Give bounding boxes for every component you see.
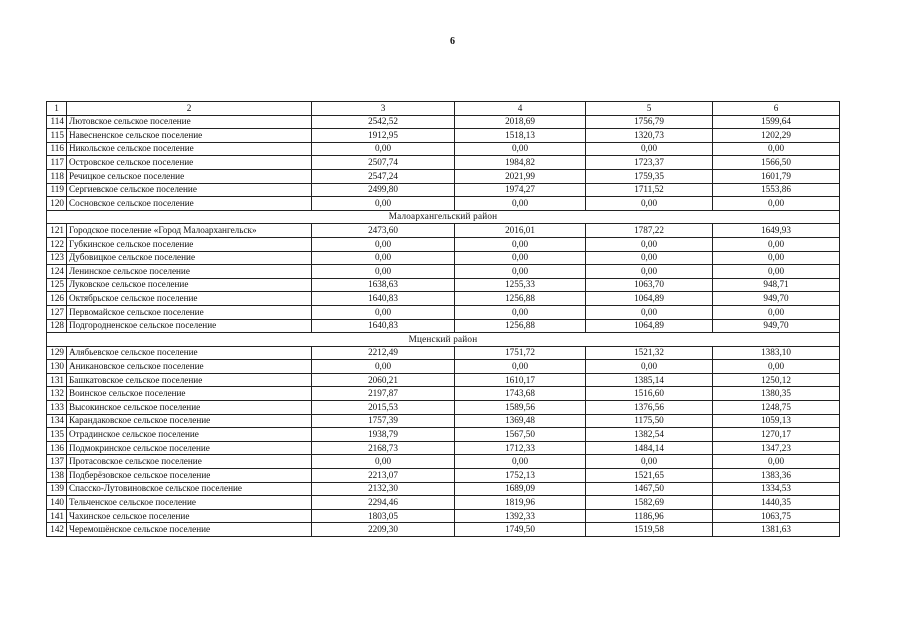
value-col6: 0,00 bbox=[713, 142, 840, 156]
table-row bbox=[47, 360, 840, 374]
value-col6: 1553,86 bbox=[713, 183, 840, 197]
value-col3: 0,00 bbox=[312, 305, 455, 319]
column-header: 5 bbox=[586, 102, 713, 116]
value-col6: 1059,13 bbox=[713, 414, 840, 428]
value-col3: 1640,83 bbox=[312, 319, 455, 333]
row-number: 126 bbox=[47, 292, 67, 306]
value-col6: 0,00 bbox=[713, 455, 840, 469]
value-col3: 2209,30 bbox=[312, 523, 455, 537]
value-col4: 0,00 bbox=[455, 360, 586, 374]
value-col3: 1757,39 bbox=[312, 414, 455, 428]
settlement-name: Сосновское сельское поселение bbox=[67, 197, 312, 211]
column-header: 4 bbox=[455, 102, 586, 116]
table-row bbox=[47, 292, 840, 306]
value-col3: 2060,21 bbox=[312, 373, 455, 387]
value-col3: 1803,05 bbox=[312, 509, 455, 523]
settlement-name: Протасовское сельское поселение bbox=[67, 455, 312, 469]
value-col6: 1599,64 bbox=[713, 115, 840, 129]
value-col3: 2212,49 bbox=[312, 346, 455, 360]
value-col4: 1712,33 bbox=[455, 441, 586, 455]
settlement-name: Аникановское сельское поселение bbox=[67, 360, 312, 374]
value-col4: 1392,33 bbox=[455, 509, 586, 523]
table-row bbox=[47, 428, 840, 442]
value-col4: 0,00 bbox=[455, 142, 586, 156]
value-col6: 1250,12 bbox=[713, 373, 840, 387]
value-col5: 1516,60 bbox=[586, 387, 713, 401]
value-col6: 0,00 bbox=[713, 265, 840, 279]
row-number: 139 bbox=[47, 482, 67, 496]
value-col4: 1369,48 bbox=[455, 414, 586, 428]
row-number: 114 bbox=[47, 115, 67, 129]
value-col4: 1984,82 bbox=[455, 156, 586, 170]
row-number: 131 bbox=[47, 373, 67, 387]
value-col3: 2294,46 bbox=[312, 496, 455, 510]
value-col3: 2542,52 bbox=[312, 115, 455, 129]
settlement-name: Отрадинское сельское поселение bbox=[67, 428, 312, 442]
value-col3: 2473,60 bbox=[312, 224, 455, 238]
row-number: 120 bbox=[47, 197, 67, 211]
value-col5: 1385,14 bbox=[586, 373, 713, 387]
row-number: 123 bbox=[47, 251, 67, 265]
value-col5: 1382,54 bbox=[586, 428, 713, 442]
value-col5: 1723,37 bbox=[586, 156, 713, 170]
row-number: 133 bbox=[47, 401, 67, 415]
value-col4: 1751,72 bbox=[455, 346, 586, 360]
value-col5: 1519,58 bbox=[586, 523, 713, 537]
table-row bbox=[47, 496, 840, 510]
settlement-name: Октябрьское сельское поселение bbox=[67, 292, 312, 306]
value-col3: 2213,07 bbox=[312, 469, 455, 483]
value-col6: 1383,36 bbox=[713, 469, 840, 483]
value-col3: 0,00 bbox=[312, 455, 455, 469]
column-header: 6 bbox=[713, 102, 840, 116]
table-row bbox=[47, 129, 840, 143]
value-col6: 0,00 bbox=[713, 251, 840, 265]
settlement-name: Подгородненское сельское поселение bbox=[67, 319, 312, 333]
row-number: 117 bbox=[47, 156, 67, 170]
value-col6: 0,00 bbox=[713, 360, 840, 374]
value-col3: 1938,79 bbox=[312, 428, 455, 442]
value-col6: 1381,63 bbox=[713, 523, 840, 537]
value-col5: 0,00 bbox=[586, 197, 713, 211]
value-col4: 1518,13 bbox=[455, 129, 586, 143]
table-row bbox=[47, 523, 840, 537]
table-row bbox=[47, 237, 840, 251]
value-col5: 1521,32 bbox=[586, 346, 713, 360]
row-number: 125 bbox=[47, 278, 67, 292]
settlement-name: Дубовицкое сельское поселение bbox=[67, 251, 312, 265]
value-col6: 949,70 bbox=[713, 319, 840, 333]
table-row bbox=[47, 346, 840, 360]
value-col4: 0,00 bbox=[455, 197, 586, 211]
table-row bbox=[47, 455, 840, 469]
value-col6: 1270,17 bbox=[713, 428, 840, 442]
value-col4: 0,00 bbox=[455, 237, 586, 251]
value-col4: 1974,27 bbox=[455, 183, 586, 197]
row-number: 142 bbox=[47, 523, 67, 537]
value-col4: 1610,17 bbox=[455, 373, 586, 387]
table-row bbox=[47, 414, 840, 428]
value-col5: 0,00 bbox=[586, 142, 713, 156]
settlement-name: Островское сельское поселение bbox=[67, 156, 312, 170]
settlement-name: Навесненское сельское поселение bbox=[67, 129, 312, 143]
column-number-row bbox=[47, 102, 840, 116]
settlement-name: Алябьевское сельское поселение bbox=[67, 346, 312, 360]
table-row bbox=[47, 482, 840, 496]
table-row bbox=[47, 305, 840, 319]
value-col3: 0,00 bbox=[312, 197, 455, 211]
settlement-name: Высокинское сельское поселение bbox=[67, 401, 312, 415]
row-number: 118 bbox=[47, 169, 67, 183]
settlement-name: Башкатовское сельское поселение bbox=[67, 373, 312, 387]
value-col5: 1376,56 bbox=[586, 401, 713, 415]
table-row bbox=[47, 197, 840, 211]
settlement-name: Черемошёнское сельское поселение bbox=[67, 523, 312, 537]
column-header: 2 bbox=[67, 102, 312, 116]
settlement-name: Лютовское сельское поселение bbox=[67, 115, 312, 129]
row-number: 130 bbox=[47, 360, 67, 374]
value-col6: 948,71 bbox=[713, 278, 840, 292]
table-row bbox=[47, 142, 840, 156]
value-col4: 1743,68 bbox=[455, 387, 586, 401]
value-col5: 0,00 bbox=[586, 237, 713, 251]
settlement-name: Губкинское сельское поселение bbox=[67, 237, 312, 251]
settlement-name: Тельченское сельское поселение bbox=[67, 496, 312, 510]
row-number: 122 bbox=[47, 237, 67, 251]
row-number: 119 bbox=[47, 183, 67, 197]
value-col6: 949,70 bbox=[713, 292, 840, 306]
value-col6: 1248,75 bbox=[713, 401, 840, 415]
row-number: 127 bbox=[47, 305, 67, 319]
settlement-name: Спасско-Лутовиновское сельское поселение bbox=[67, 482, 312, 496]
value-col3: 0,00 bbox=[312, 142, 455, 156]
value-col3: 0,00 bbox=[312, 237, 455, 251]
settlement-name: Никольское сельское поселение bbox=[67, 142, 312, 156]
value-col4: 1749,50 bbox=[455, 523, 586, 537]
value-col4: 2016,01 bbox=[455, 224, 586, 238]
value-col5: 1186,96 bbox=[586, 509, 713, 523]
value-col4: 2018,69 bbox=[455, 115, 586, 129]
value-col5: 1484,14 bbox=[586, 441, 713, 455]
value-col5: 1063,70 bbox=[586, 278, 713, 292]
value-col3: 0,00 bbox=[312, 360, 455, 374]
settlement-name: Чахинское сельское поселение bbox=[67, 509, 312, 523]
value-col5: 1064,89 bbox=[586, 292, 713, 306]
table-row bbox=[47, 224, 840, 238]
value-col3: 1638,63 bbox=[312, 278, 455, 292]
row-number: 141 bbox=[47, 509, 67, 523]
table-row bbox=[47, 373, 840, 387]
row-number: 116 bbox=[47, 142, 67, 156]
table-row bbox=[47, 156, 840, 170]
value-col6: 1063,75 bbox=[713, 509, 840, 523]
value-col5: 1711,52 bbox=[586, 183, 713, 197]
value-col6: 1566,50 bbox=[713, 156, 840, 170]
value-col3: 2507,74 bbox=[312, 156, 455, 170]
row-number: 140 bbox=[47, 496, 67, 510]
value-col3: 0,00 bbox=[312, 265, 455, 279]
value-col3: 0,00 bbox=[312, 251, 455, 265]
value-col6: 1383,10 bbox=[713, 346, 840, 360]
value-col4: 1256,88 bbox=[455, 319, 586, 333]
district-heading: Малоархангельский район bbox=[47, 210, 840, 224]
value-col3: 2547,24 bbox=[312, 169, 455, 183]
settlement-name: Карандаковское сельское поселение bbox=[67, 414, 312, 428]
value-col3: 2499,80 bbox=[312, 183, 455, 197]
settlement-name: Луковское сельское поселение bbox=[67, 278, 312, 292]
value-col6: 1380,35 bbox=[713, 387, 840, 401]
value-col5: 0,00 bbox=[586, 265, 713, 279]
row-number: 129 bbox=[47, 346, 67, 360]
value-col6: 1334,53 bbox=[713, 482, 840, 496]
value-col6: 1601,79 bbox=[713, 169, 840, 183]
column-header: 1 bbox=[47, 102, 67, 116]
value-col4: 0,00 bbox=[455, 305, 586, 319]
value-col5: 0,00 bbox=[586, 455, 713, 469]
settlement-name: Сергиевское сельское поселение bbox=[67, 183, 312, 197]
table-row bbox=[47, 169, 840, 183]
table-row bbox=[47, 441, 840, 455]
settlement-name: Воинское сельское поселение bbox=[67, 387, 312, 401]
value-col5: 1175,50 bbox=[586, 414, 713, 428]
value-col4: 1589,56 bbox=[455, 401, 586, 415]
value-col3: 2015,53 bbox=[312, 401, 455, 415]
district-heading-row bbox=[47, 210, 840, 224]
table-row bbox=[47, 401, 840, 415]
value-col6: 0,00 bbox=[713, 237, 840, 251]
settlement-name: Первомайское сельское поселение bbox=[67, 305, 312, 319]
row-number: 121 bbox=[47, 224, 67, 238]
row-number: 138 bbox=[47, 469, 67, 483]
value-col3: 1912,95 bbox=[312, 129, 455, 143]
value-col5: 1582,69 bbox=[586, 496, 713, 510]
page-number: 6 bbox=[450, 36, 455, 47]
value-col5: 1521,65 bbox=[586, 469, 713, 483]
table-body bbox=[47, 102, 840, 537]
table-row bbox=[47, 509, 840, 523]
value-col6: 1202,29 bbox=[713, 129, 840, 143]
value-col3: 2168,73 bbox=[312, 441, 455, 455]
value-col6: 1440,35 bbox=[713, 496, 840, 510]
value-col3: 2197,87 bbox=[312, 387, 455, 401]
table-row bbox=[47, 183, 840, 197]
row-number: 115 bbox=[47, 129, 67, 143]
value-col4: 1752,13 bbox=[455, 469, 586, 483]
value-col6: 1347,23 bbox=[713, 441, 840, 455]
district-heading: Мценский район bbox=[47, 333, 840, 347]
table-row bbox=[47, 469, 840, 483]
row-number: 136 bbox=[47, 441, 67, 455]
row-number: 128 bbox=[47, 319, 67, 333]
settlement-name: Подмокринское сельское поселение bbox=[67, 441, 312, 455]
value-col4: 1255,33 bbox=[455, 278, 586, 292]
value-col5: 1467,50 bbox=[586, 482, 713, 496]
value-col4: 0,00 bbox=[455, 251, 586, 265]
settlement-name: Подберёзовское сельское поселение bbox=[67, 469, 312, 483]
table-row bbox=[47, 251, 840, 265]
table-row bbox=[47, 115, 840, 129]
value-col3: 2132,30 bbox=[312, 482, 455, 496]
settlement-name: Городское поселение «Город Малоархангельск» bbox=[67, 224, 312, 238]
value-col4: 1256,88 bbox=[455, 292, 586, 306]
value-col6: 1649,93 bbox=[713, 224, 840, 238]
value-col5: 1064,89 bbox=[586, 319, 713, 333]
table-row bbox=[47, 387, 840, 401]
value-col4: 1689,09 bbox=[455, 482, 586, 496]
value-col4: 2021,99 bbox=[455, 169, 586, 183]
settlement-name: Ленинское сельское поселение bbox=[67, 265, 312, 279]
row-number: 134 bbox=[47, 414, 67, 428]
table-row bbox=[47, 278, 840, 292]
column-header: 3 bbox=[312, 102, 455, 116]
value-col5: 1787,22 bbox=[586, 224, 713, 238]
value-col5: 0,00 bbox=[586, 305, 713, 319]
value-col3: 1640,83 bbox=[312, 292, 455, 306]
value-col4: 0,00 bbox=[455, 455, 586, 469]
value-col5: 1320,73 bbox=[586, 129, 713, 143]
value-col4: 1567,50 bbox=[455, 428, 586, 442]
row-number: 137 bbox=[47, 455, 67, 469]
value-col6: 0,00 bbox=[713, 305, 840, 319]
value-col5: 1759,35 bbox=[586, 169, 713, 183]
value-col6: 0,00 bbox=[713, 197, 840, 211]
table-row bbox=[47, 319, 840, 333]
settlement-name: Речицкое сельское поселение bbox=[67, 169, 312, 183]
value-col4: 1819,96 bbox=[455, 496, 586, 510]
row-number: 132 bbox=[47, 387, 67, 401]
settlements-table bbox=[46, 101, 840, 537]
row-number: 135 bbox=[47, 428, 67, 442]
table-row bbox=[47, 265, 840, 279]
value-col5: 0,00 bbox=[586, 251, 713, 265]
row-number: 124 bbox=[47, 265, 67, 279]
value-col4: 0,00 bbox=[455, 265, 586, 279]
value-col5: 1756,79 bbox=[586, 115, 713, 129]
value-col5: 0,00 bbox=[586, 360, 713, 374]
district-heading-row bbox=[47, 333, 840, 347]
